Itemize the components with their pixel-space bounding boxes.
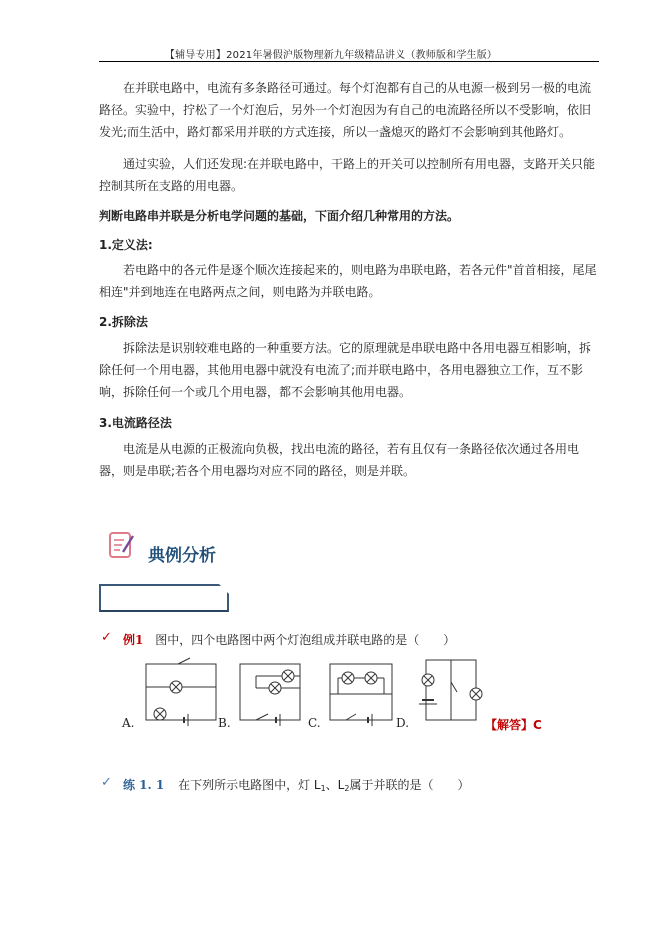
header-divider xyxy=(99,61,599,62)
exercise-1-text-post: 属于并联的是（ ） xyxy=(349,778,470,792)
method-2-body: 拆除法是识别较难电路的一种重要方法。它的原理就是串联电路中各用电器互相影响，拆除任何一个用电器，其他用电器中就没有电流了;而并联电路中，各用电器独立工作，互不影响，拆除任何一个或几个用电器，都不会影响其他用电器。 xyxy=(99,341,592,399)
method-1-title: 1.定义法: xyxy=(99,238,153,252)
example-1-question xyxy=(123,631,455,648)
circuit-b xyxy=(240,664,300,726)
paragraph-parallel-current: 在并联电路中，电流有多条路径可通过。每个灯泡都有自己的从电源一极到另一极的电流路径。实验中，拧松了一个灯泡后，另外一个灯泡因为有自己的电流路径所以不受影响，依旧发光;而生活中，路灯都采用并联的方式连接，所以一盏熄灭的路灯不会影响到其他路灯。 xyxy=(99,81,592,139)
paragraph-switch-control: 通过实验，人们还发现:在并联电路中，干路上的开关可以控制所有用电器，支路开关只能控制其所在支路的用电器。 xyxy=(99,157,596,193)
exercise-1-question xyxy=(123,776,469,793)
exercise-1-check-icon: ✓ xyxy=(101,775,112,790)
circuit-c xyxy=(330,664,392,726)
method-2-title: 2.拆除法 xyxy=(99,315,148,329)
section-title: 典例分析 xyxy=(148,546,216,566)
answer-value: C xyxy=(533,718,542,732)
example-tab-box xyxy=(99,584,229,612)
method-3-title: 3.电流路径法 xyxy=(99,416,172,430)
paragraph-methods-intro: 判断电路串并联是分析电学问题的基础，下面介绍几种常用的方法。 xyxy=(99,209,460,223)
exercise-1-sub-2: 2 xyxy=(344,784,350,793)
example-1-text: 图中，四个电路图中两个灯泡组成并联电路的是（ ） xyxy=(155,633,456,647)
example-1-check-icon: ✓ xyxy=(101,630,112,645)
option-c: C. xyxy=(308,716,321,730)
exercise-1-sub-1: 1 xyxy=(320,784,326,793)
page-header: 【辅导专用】2021年暑假沪版物理新九年级精品讲义（教师版和学生版） xyxy=(164,50,498,61)
exercise-1-text-pre: 在下列所示电路图中，灯 L xyxy=(178,778,321,792)
circuit-a xyxy=(146,658,216,726)
document-pencil-icon xyxy=(108,530,136,560)
method-1-body: 若电路中的各元件是逐个顺次连接起来的，则电路为串联电路，若各元件"首首相接，尾尾相连"并到地连在电路两点之间，则电路为并联电路。 xyxy=(99,263,597,299)
option-b: B. xyxy=(218,716,231,730)
answer-label: 【解答】 xyxy=(485,718,534,732)
exercise-1-tag: 练 1. 1 xyxy=(123,778,165,792)
example-1-answer xyxy=(485,716,542,733)
option-a: A. xyxy=(122,716,135,730)
exercise-1-sep: 、L xyxy=(325,778,345,792)
option-d: D. xyxy=(396,716,410,730)
example-1-tag: 例1 xyxy=(123,633,144,647)
circuit-d xyxy=(419,660,482,720)
method-3-body: 电流是从电源的正极流向负极，找出电流的路径，若有且仅有一条路径依次通过各用电器，则是串联;若各个用电器均对应不同的路径，则是并联。 xyxy=(99,442,580,478)
